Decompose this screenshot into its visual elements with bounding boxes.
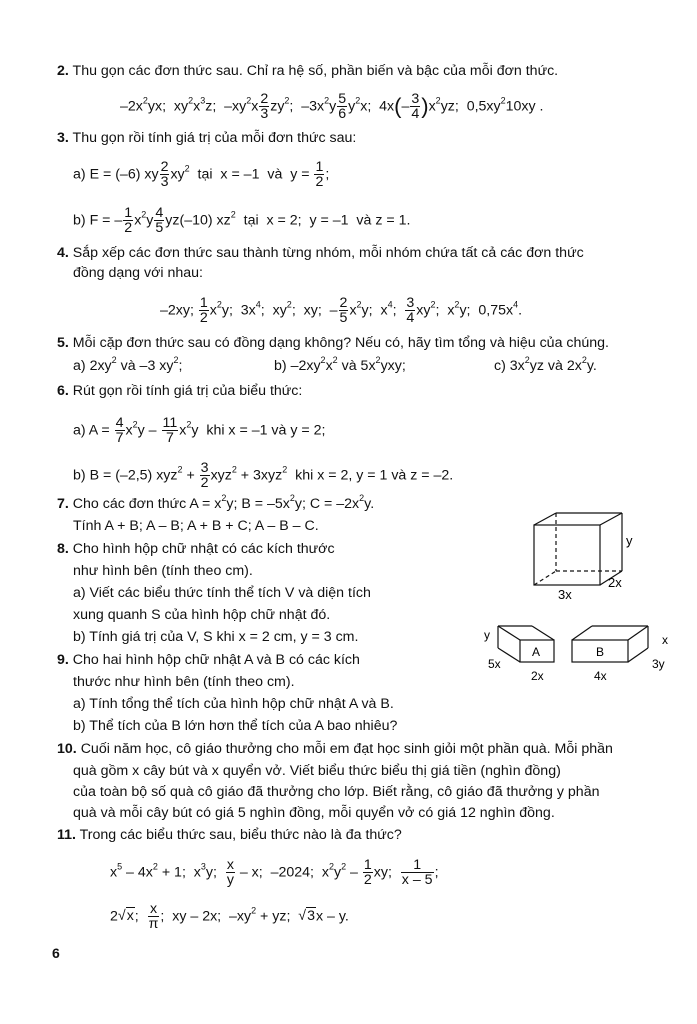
problem-2-number: 2. <box>57 63 69 79</box>
problem-9b: b) Thể tích của B lớn hơn thể tích của A bao nhiêu? <box>73 718 398 734</box>
problem-7-text-2: Tính A + B; A – B; A + B + C; A – B – C. <box>73 518 319 534</box>
problem-6-number: 6. <box>57 383 69 399</box>
box8-front <box>534 525 600 585</box>
problem-10-number: 10. <box>57 741 77 757</box>
figure-box-a <box>480 618 570 688</box>
problem-9a: a) Tính tổng thể tích của hình hộp chữ nhật A và B. <box>73 696 394 712</box>
problem-10-text: 10. Cuối năm học, cô giáo thưởng cho mỗi em đạt học sinh giỏi một phần quà. Mỗi phần <box>57 741 613 757</box>
problem-8a: a) Viết các biểu thức tính thể tích V và diện tích <box>73 585 371 601</box>
page-number: 6 <box>52 945 60 961</box>
problem-8a-2: xung quanh S của hình hộp chữ nhật đó. <box>73 607 331 623</box>
boxB-label: B <box>596 645 605 659</box>
problem-3-text: 3. Thu gọn rồi tính giá trị của mỗi đơn thức sau: <box>57 130 357 146</box>
boxA-label-depth: 5x <box>488 657 501 671</box>
problem-7-number: 7. <box>57 496 69 512</box>
problem-5c: c) $3x^2yz$ và $2x^2y$. <box>494 355 597 374</box>
problem-3b: b) F = – $\frac{1}{2}$ $x^2y$ $\frac{4}{5}$ yz(–10) $xz^2$ tại x = 2; y = –1 và z = 1. <box>73 205 411 236</box>
boxA-label: A <box>532 645 541 659</box>
problem-11-expressions-1: $x^5 - 4x^2 + 1$; $x^3y$; $\frac{x}{y}$ – x; –2024; $x^2y^2$ – $\frac{1}{2}$ xy; $\frac{1}{x - 5}$ ; <box>110 857 439 888</box>
problem-4-monomials: –2xy; $\frac{1}{2}$ $x^2y$; $3x^4$; $xy^2$; xy; – $\frac{2}{5}$ $x^2y$; $x^4$; $\frac{3}{4}$ $xy^2$; $x^2y$; $0,75x^4$. <box>160 295 523 326</box>
problem-3a: a) E = (–6) xy $\frac{2}{3}$ $xy^2$ tại x = –1 và y = $\frac{1}{2}$ ; <box>73 159 330 190</box>
problem-8-text: 8. Cho hình hộp chữ nhật có các kích thước <box>57 541 335 557</box>
problem-7-text: 7. Cho các đơn thức $A = x^2y$; $B = -5x^2y$; $C = -2x^2y$. <box>57 493 375 512</box>
problem-10-text-3: của toàn bộ số quà cô giáo đã thưởng cho lớp. Biết rằng, cô giáo đã thưởng y phần <box>73 784 600 800</box>
figure-box-b <box>568 618 678 688</box>
problem-11-expressions-2: 2√x; $\frac{x}{\pi}$ ; xy – 2x; $-xy^2$ + yz; √3x – y. <box>110 901 349 932</box>
box8-label-y: y <box>626 533 633 548</box>
problem-9-text-2: thước như hình bên (tính theo cm). <box>73 674 295 690</box>
problem-11-number: 11. <box>57 827 76 843</box>
boxA-label-y: y <box>484 628 490 642</box>
problem-2-text: 2. Thu gọn các đơn thức sau. Chỉ ra hệ số, phần biến và bậc của mỗi đơn thức. <box>57 63 559 79</box>
problem-4-number: 4. <box>57 245 69 261</box>
problem-10-text-2: quà gồm x cây bút và x quyển vở. Viết biểu thức biểu thị giá tiền (nghìn đồng) <box>73 763 561 779</box>
problem-5b: b) $-2xy^2x^2$ và $5x^2yxy$; <box>274 355 406 374</box>
problem-6b: b) B = (–2,5) xyz$^2$ + $\frac{3}{2}$ xyz$^2$ + 3xyz$^2$ khi x = 2, y = 1 và z = –2. <box>73 460 454 491</box>
boxB-label-x: x <box>662 633 668 647</box>
problem-5a: a) $2xy^2$ và –3 $xy^2$; <box>73 355 183 374</box>
box8-label-depth: 2x <box>608 575 622 590</box>
boxA-label-width: 2x <box>531 669 544 683</box>
problem-4-text: 4. Sắp xếp các đơn thức sau thành từng nhóm, mỗi nhóm chứa tất cả các đơn thức <box>57 245 584 261</box>
problem-9-text: 9. Cho hai hình hộp chữ nhật A và B có các kích <box>57 652 360 668</box>
boxB-label-depth: 3y <box>652 657 665 671</box>
problem-4-text-2: đồng dạng với nhau: <box>73 265 204 281</box>
problem-8-text-2: như hình bên (tính theo cm). <box>73 563 253 579</box>
problem-3-number: 3. <box>57 130 69 146</box>
problem-10-text-4: quà và mỗi cây bút có giá 5 nghìn đồng, mỗi quyển vở có giá 12 nghìn đồng. <box>73 805 555 821</box>
figure-box-8 <box>520 505 640 605</box>
problem-6a: a) A = $\frac{4}{7}$ $x^2y$ – $\frac{11}{7}$ $x^2y$ khi x = –1 và y = 2; <box>73 415 326 446</box>
problem-9-number: 9. <box>57 652 69 668</box>
problem-6-text: 6. Rút gọn rồi tính giá trị của biểu thức: <box>57 383 303 399</box>
boxB-label-width: 4x <box>594 669 607 683</box>
problem-2-monomials: $-2x^2yx$; $xy^2x^3z$; $-xy^2x$ $\frac{2}{3}$ $zy^2$; $-3x^2y$ $\frac{5}{6}$ $y^2x$; 4x(– $\frac{3}{4}$ )$x^2yz$; $0,5xy^210xy$ . <box>120 91 544 122</box>
problem-5-text: 5. Mỗi cặp đơn thức sau có đồng dạng không? Nếu có, hãy tìm tổng và hiệu của chúng. <box>57 335 609 351</box>
problem-11-text: 11. Trong các biểu thức sau, biểu thức nào là đa thức? <box>57 827 402 843</box>
problem-8b: b) Tính giá trị của V, S khi x = 2 cm, y = 3 cm. <box>73 629 359 645</box>
problem-8-number: 8. <box>57 541 69 557</box>
box8-label-width: 3x <box>558 587 572 602</box>
problem-5-number: 5. <box>57 335 69 351</box>
